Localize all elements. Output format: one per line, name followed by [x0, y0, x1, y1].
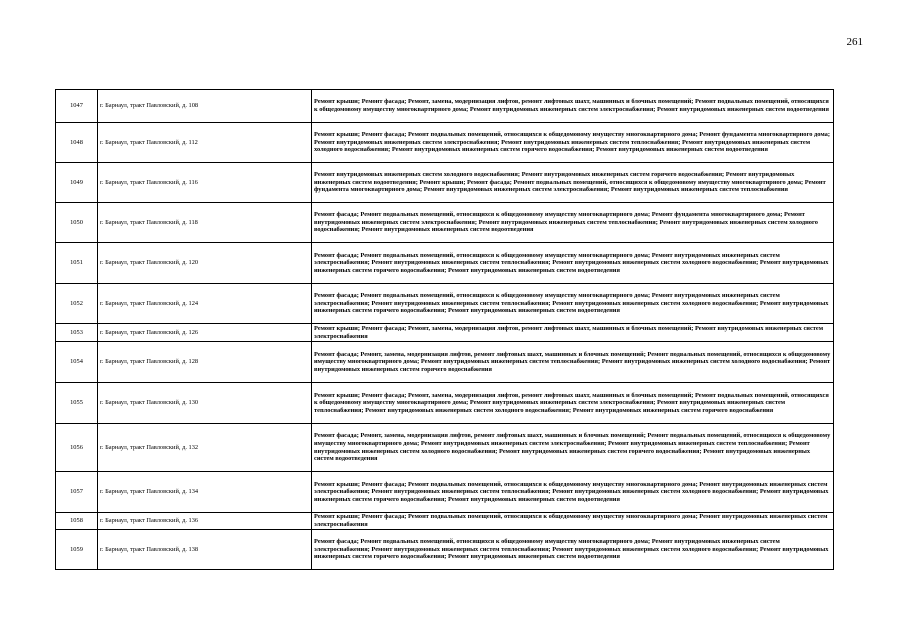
row-works: Ремонт крыши; Ремонт фасада; Ремонт подвальных помещений, относящихся к общедомовому имуществу многоквартирного дома; Ремонт внутридомовых инженерных систем электроснабжения [312, 513, 834, 530]
table-row [56, 324, 834, 342]
row-address: г. Барнаул, тракт Павловский, д. 112 [98, 123, 312, 163]
row-number: 1053 [56, 324, 98, 342]
row-address: г. Барнаул, тракт Павловский, д. 136 [98, 513, 312, 530]
table-row [56, 203, 834, 243]
table-row [56, 342, 834, 383]
row-number: 1047 [56, 90, 98, 123]
row-works: Ремонт крыши; Ремонт фасада; Ремонт, замена, модернизация лифтов, ремонт лифтовых шахт, машинных и блочных помещений; Ремонт подвальных помещений, относящихся к общедомовому имуществу многоквартирного дома; Ремонт внутридомовых инженерных систем электроснабжения; Ремонт внутридомовых инженерных систем водоотведения [312, 90, 834, 123]
row-number: 1058 [56, 513, 98, 530]
table-row [56, 90, 834, 123]
row-works: Ремонт крыши; Ремонт фасада; Ремонт подвальных помещений, относящихся к общедомовому имуществу многоквартирного дома; Ремонт внутридомовых инженерных систем электроснабжения; Ремонт внутридомовых инженерных систем теплоснабжения; Ремонт внутридомовых инженерных систем холодного водоснабжения; Ремонт внутридомовых инженерных систем горячего водоснабжения; Ремонт внутридомовых инженерных систем водоотведения [312, 472, 834, 513]
table-row [56, 123, 834, 163]
row-number: 1052 [56, 284, 98, 324]
table-row [56, 243, 834, 284]
page-number: 261 [846, 36, 863, 48]
repair-table [55, 89, 834, 570]
row-number: 1055 [56, 383, 98, 424]
row-number: 1050 [56, 203, 98, 243]
row-address: г. Барнаул, тракт Павловский, д. 124 [98, 284, 312, 324]
row-address: г. Барнаул, тракт Павловский, д. 130 [98, 383, 312, 424]
row-number: 1051 [56, 243, 98, 284]
row-number: 1059 [56, 530, 98, 570]
row-number: 1054 [56, 342, 98, 383]
row-address: г. Барнаул, тракт Павловский, д. 132 [98, 424, 312, 472]
row-number: 1057 [56, 472, 98, 513]
row-works: Ремонт фасада; Ремонт, замена, модернизация лифтов, ремонт лифтовых шахт, машинных и блочных помещений; Ремонт подвальных помещений, относящихся к общедомовому имуществу многоквартирного дома; Ремонт внутридомовых инженерных систем теплоснабжения; Ремонт внутридомовых инженерных систем холодного водоснабжения; Ремонт внутридомовых инженерных систем горячего водоснабжения [312, 342, 834, 383]
row-works: Ремонт крыши; Ремонт фасада; Ремонт, замена, модернизация лифтов, ремонт лифтовых шахт, машинных и блочных помещений; Ремонт внутридомовых инженерных систем электроснабжения [312, 324, 834, 342]
row-address: г. Барнаул, тракт Павловский, д. 138 [98, 530, 312, 570]
row-address: г. Барнаул, тракт Павловский, д. 116 [98, 163, 312, 203]
row-address: г. Барнаул, тракт Павловский, д. 118 [98, 203, 312, 243]
table-body [56, 90, 834, 570]
table-row [56, 472, 834, 513]
table-row [56, 383, 834, 424]
row-address: г. Барнаул, тракт Павловский, д. 126 [98, 324, 312, 342]
row-works: Ремонт фасада; Ремонт, замена, модернизация лифтов, ремонт лифтовых шахт, машинных и блочных помещений; Ремонт подвальных помещений, относящихся к общедомовому имуществу многоквартирного дома; Ремонт внутридомовых инженерных систем электроснабжения; Ремонт внутридомовых инженерных систем теплоснабжения; Ремонт внутридомовых инженерных систем холодного водоснабжения; Ремонт внутридомовых инженерных систем горячего водоснабжения; Ремонт внутридомовых инженерных систем водоотведения [312, 424, 834, 472]
row-number: 1049 [56, 163, 98, 203]
row-address: г. Барнаул, тракт Павловский, д. 128 [98, 342, 312, 383]
row-works: Ремонт фасада; Ремонт подвальных помещений, относящихся к общедомовому имуществу многоквартирного дома; Ремонт фундамента многоквартирного дома; Ремонт внутридомовых инженерных систем электроснабжения; Ремонт внутридомовых инженерных систем теплоснабжения; Ремонт внутридомовых инженерных систем холодного водоснабжения; Ремонт внутридомовых инженерных систем водоотведения [312, 203, 834, 243]
table-row [56, 163, 834, 203]
row-works: Ремонт фасада; Ремонт подвальных помещений, относящихся к общедомовому имуществу многоквартирного дома; Ремонт внутридомовых инженерных систем электроснабжения; Ремонт внутридомовых инженерных систем теплоснабжения; Ремонт внутридомовых инженерных систем холодного водоснабжения; Ремонт внутридомовых инженерных систем горячего водоснабжения; Ремонт внутридомовых инженерных систем водоотведения [312, 243, 834, 284]
row-address: г. Барнаул, тракт Павловский, д. 108 [98, 90, 312, 123]
row-address: г. Барнаул, тракт Павловский, д. 120 [98, 243, 312, 284]
row-works: Ремонт внутридомовых инженерных систем холодного водоснабжения; Ремонт внутридомовых инженерных систем горячего водоснабжения; Ремонт внутридомовых инженерных систем водоотведения; Ремонт крыши; Ремонт фасада; Ремонт подвальных помещений, относящихся к общедомовому имуществу многоквартирного дома; Ремонт фундамента многоквартирного дома; Ремонт внутридомовых инженерных систем электроснабжения; Ремонт внутридомовых инженерных систем теплоснабжения [312, 163, 834, 203]
table-row [56, 530, 834, 570]
row-works: Ремонт крыши; Ремонт фасада; Ремонт подвальных помещений, относящихся к общедомовому имуществу многоквартирного дома; Ремонт фундамента многоквартирного дома; Ремонт внутридомовых инженерных систем электроснабжения; Ремонт внутридомовых инженерных систем теплоснабжения; Ремонт внутридомовых инженерных систем холодного водоснабжения; Ремонт внутридомовых инженерных систем горячего водоснабжения; Ремонт внутридомовых инженерных систем водоотведения [312, 123, 834, 163]
row-number: 1048 [56, 123, 98, 163]
table-row [56, 513, 834, 530]
row-works: Ремонт крыши; Ремонт фасада; Ремонт, замена, модернизация лифтов, ремонт лифтовых шахт, машинных и блочных помещений; Ремонт подвальных помещений, относящихся к общедомовому имуществу многоквартирного дома; Ремонт внутридомовых инженерных систем электроснабжения; Ремонт внутридомовых инженерных систем теплоснабжения; Ремонт внутридомовых инженерных систем холодного водоснабжения; Ремонт внутридомовых инженерных систем горячего водоснабжения [312, 383, 834, 424]
table-row [56, 424, 834, 472]
row-works: Ремонт фасада; Ремонт подвальных помещений, относящихся к общедомовому имуществу многоквартирного дома; Ремонт внутридомовых инженерных систем электроснабжения; Ремонт внутридомовых инженерных систем теплоснабжения; Ремонт внутридомовых инженерных систем холодного водоснабжения; Ремонт внутридомовых инженерных систем горячего водоснабжения; Ремонт внутридомовых инженерных систем водоотведения [312, 284, 834, 324]
row-number: 1056 [56, 424, 98, 472]
table-row [56, 284, 834, 324]
row-works: Ремонт фасада; Ремонт подвальных помещений, относящихся к общедомовому имуществу многоквартирного дома; Ремонт внутридомовых инженерных систем электроснабжения; Ремонт внутридомовых инженерных систем теплоснабжения; Ремонт внутридомовых инженерных систем холодного водоснабжения; Ремонт внутридомовых инженерных систем горячего водоснабжения; Ремонт внутридомовых инженерных систем водоотведения [312, 530, 834, 570]
row-address: г. Барнаул, тракт Павловский, д. 134 [98, 472, 312, 513]
